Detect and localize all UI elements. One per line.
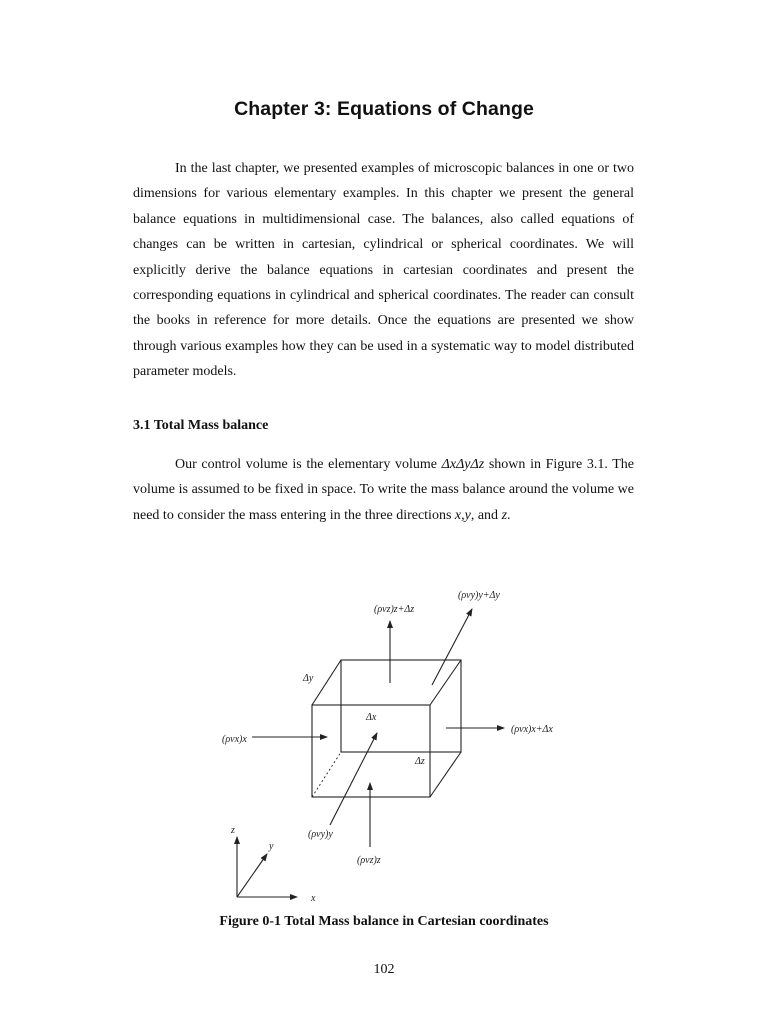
label-flux-x-in: (ρvx)x: [222, 734, 247, 745]
control-volume-figure: [200, 575, 580, 905]
cube-hidden-edge-depth: [312, 752, 341, 797]
label-flux-y-in: (ρvy)y: [308, 829, 333, 840]
label-axis-x: x: [311, 893, 316, 904]
cube-edge-bottom-right: [430, 752, 461, 797]
direction-z: z: [501, 507, 508, 523]
label-axis-z: z: [231, 825, 235, 836]
label-delta-x: Δx: [366, 712, 377, 723]
cube-back-face: [341, 660, 461, 752]
section-paragraph-text-2: shown in Figure 3.1. The volume is assumed to be fixed in space. To write the mass balance around the volume we need to consider the mass entering in the three directions: [133, 457, 634, 523]
section-paragraph: [133, 452, 634, 528]
section-paragraph-text-1: Our control volume is the elementary volume: [175, 457, 442, 472]
section-paragraph-text-3: , and: [470, 507, 502, 523]
label-delta-z: Δz: [415, 756, 425, 767]
chapter-title: Chapter 3: Equations of Change: [234, 98, 534, 120]
axis-y-line: [237, 854, 267, 897]
volume-symbol: ΔxΔyΔz: [441, 457, 485, 472]
section-heading: 3.1 Total Mass balance: [133, 418, 269, 433]
label-delta-y: Δy: [303, 673, 314, 684]
page-number: 102: [373, 962, 395, 977]
control-volume-diagram: [200, 575, 580, 905]
intro-paragraph-text: In the last chapter, we presented examples of microscopic balances in one or two dimensions for various elementary examples. In this chapter we present the general balance equations in multidimensional case. The balances, also called equations of changes can be written in cartesian, cylindrical or spherical coordinates. We will explicitly derive the balance equations in cartesian coordinates and present the corresponding equations in cylindrical and spherical coordinates. The reader can consult the books in reference for more details. Once the equations are presented we show through various examples how they can be used in a systematic way to model distributed parameter models.: [133, 161, 634, 380]
intro-paragraph: [133, 156, 634, 385]
label-axis-y: y: [269, 841, 274, 852]
section-paragraph-text-4: .: [507, 507, 511, 523]
label-flux-x-out: (ρvx)x+Δx: [511, 724, 553, 735]
directions-xy: x,y: [454, 507, 471, 523]
label-flux-y-top: (ρvy)y+Δy: [458, 590, 500, 601]
figure-caption: Figure 0-1 Total Mass balance in Cartesian coordinates: [219, 914, 549, 929]
cube: [312, 660, 461, 797]
cube-edge-top-left: [312, 660, 341, 705]
label-flux-z-in: (ρvz)z: [357, 855, 381, 866]
cube-edge-top-right: [430, 660, 461, 705]
label-flux-z-top: (ρvz)z+Δz: [374, 604, 415, 615]
